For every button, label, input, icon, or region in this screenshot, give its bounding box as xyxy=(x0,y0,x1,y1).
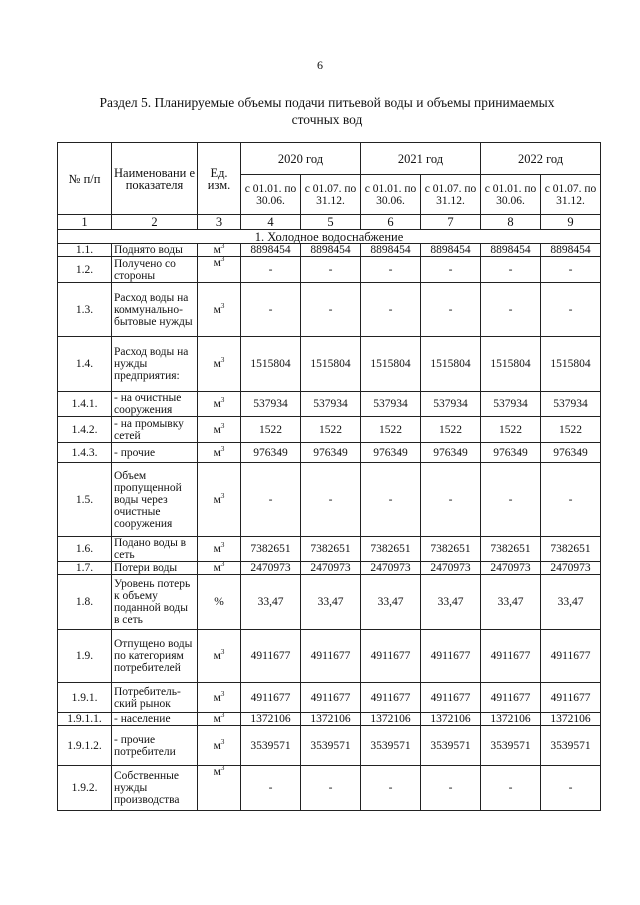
row-value: 537934 xyxy=(541,392,601,417)
row-indicator-name: Расход воды на нужды предприятия: xyxy=(112,337,198,392)
row-value: 1515804 xyxy=(421,337,481,392)
row-value: 33,47 xyxy=(481,575,541,630)
row-number: 1.3. xyxy=(58,283,112,337)
row-number: 1.5. xyxy=(58,463,112,537)
row-indicator-name: - население xyxy=(112,713,198,726)
row-value: 2470973 xyxy=(301,562,361,575)
row-indicator-name: Поднято воды xyxy=(112,244,198,257)
header-period: с 01.07. по 31.12. xyxy=(301,175,361,215)
row-value: 2470973 xyxy=(541,562,601,575)
row-number: 1.8. xyxy=(58,575,112,630)
page-number: 6 xyxy=(317,58,323,72)
col-index: 8 xyxy=(481,215,541,230)
row-value: 4911677 xyxy=(361,630,421,683)
row-value: 4911677 xyxy=(421,683,481,713)
section-title xyxy=(72,94,582,128)
row-value: 1515804 xyxy=(541,337,601,392)
row-number: 1.9.1.2. xyxy=(58,726,112,766)
row-value: 4911677 xyxy=(541,683,601,713)
row-value: - xyxy=(481,283,541,337)
header-num: № п/п xyxy=(58,143,112,215)
row-value: 33,47 xyxy=(541,575,601,630)
col-index: 3 xyxy=(198,215,241,230)
header-name: Наименовани е показателя xyxy=(112,143,198,215)
row-number: 1.9.1. xyxy=(58,683,112,713)
row-unit: $м^3$ xyxy=(198,392,241,417)
row-value: 8898454 xyxy=(481,244,541,257)
table-row xyxy=(58,726,601,766)
row-unit: $м^3$ xyxy=(198,257,241,283)
col-index: 2 xyxy=(112,215,198,230)
row-value: 7382651 xyxy=(241,537,301,562)
volumes-table xyxy=(57,142,601,811)
row-value: - xyxy=(421,283,481,337)
row-value: 1522 xyxy=(361,417,421,443)
section-title-line1: Раздел 5. Планируемые объемы подачи питьевой воды и объемы принимаемых xyxy=(99,95,555,110)
row-value: 7382651 xyxy=(301,537,361,562)
row-value: - xyxy=(361,283,421,337)
row-value: 1372106 xyxy=(361,713,421,726)
table-row xyxy=(58,257,601,283)
row-value: - xyxy=(301,257,361,283)
header-period: с 01.01. по 30.06. xyxy=(361,175,421,215)
header-year: 2022 год xyxy=(481,143,601,175)
col-index: 7 xyxy=(421,215,481,230)
row-unit: $м^3$ xyxy=(198,713,241,726)
row-value: 1515804 xyxy=(301,337,361,392)
col-index: 5 xyxy=(301,215,361,230)
row-value: 3539571 xyxy=(361,726,421,766)
table-body xyxy=(58,244,601,811)
row-value: 4911677 xyxy=(421,630,481,683)
col-index: 6 xyxy=(361,215,421,230)
row-unit: $м^3$ xyxy=(198,443,241,463)
row-value: 976349 xyxy=(361,443,421,463)
row-value: 976349 xyxy=(301,443,361,463)
row-value: 4911677 xyxy=(541,630,601,683)
row-number: 1.7. xyxy=(58,562,112,575)
row-indicator-name: Отпущено воды по категориям потребителей xyxy=(112,630,198,683)
row-number: 1.4.2. xyxy=(58,417,112,443)
row-value: 4911677 xyxy=(241,630,301,683)
row-unit: $м^3$ xyxy=(198,283,241,337)
table-row xyxy=(58,417,601,443)
row-unit: $м^3$ xyxy=(198,337,241,392)
row-indicator-name: Подано воды в сеть xyxy=(112,537,198,562)
row-value: - xyxy=(361,766,421,811)
table-row xyxy=(58,537,601,562)
row-value: 537934 xyxy=(301,392,361,417)
row-value: 976349 xyxy=(421,443,481,463)
row-value: 3539571 xyxy=(421,726,481,766)
table-row xyxy=(58,244,601,257)
row-value: 3539571 xyxy=(541,726,601,766)
row-number: 1.9. xyxy=(58,630,112,683)
table-row xyxy=(58,463,601,537)
row-indicator-name: Собственные нужды производства xyxy=(112,766,198,811)
row-value: 7382651 xyxy=(421,537,481,562)
table-row xyxy=(58,683,601,713)
row-number: 1.4.3. xyxy=(58,443,112,463)
row-value: 7382651 xyxy=(541,537,601,562)
row-value: 7382651 xyxy=(361,537,421,562)
row-number: 1.9.1.1. xyxy=(58,713,112,726)
row-number: 1.4.1. xyxy=(58,392,112,417)
row-value: - xyxy=(301,766,361,811)
row-value: 33,47 xyxy=(241,575,301,630)
row-value: 1515804 xyxy=(241,337,301,392)
row-value: - xyxy=(241,257,301,283)
header-year: 2021 год xyxy=(361,143,481,175)
row-value: - xyxy=(241,463,301,537)
row-value: - xyxy=(241,766,301,811)
header-period: с 01.01. по 30.06. xyxy=(481,175,541,215)
row-indicator-name: Получено со стороны xyxy=(112,257,198,283)
row-value: 8898454 xyxy=(421,244,481,257)
row-value: - xyxy=(301,283,361,337)
row-value: 2470973 xyxy=(421,562,481,575)
row-value: 976349 xyxy=(481,443,541,463)
col-index: 4 xyxy=(241,215,301,230)
row-unit: $м^3$ xyxy=(198,630,241,683)
col-index: 1 xyxy=(58,215,112,230)
row-value: - xyxy=(481,463,541,537)
row-value: 4911677 xyxy=(361,683,421,713)
row-number: 1.9.2. xyxy=(58,766,112,811)
table-row xyxy=(58,575,601,630)
row-value: 537934 xyxy=(421,392,481,417)
row-value: 1522 xyxy=(481,417,541,443)
header-unit: Ед. изм. xyxy=(198,143,241,215)
row-value: 537934 xyxy=(361,392,421,417)
table-row xyxy=(58,713,601,726)
row-value: 3539571 xyxy=(481,726,541,766)
section-heading: 1. Холодное водоснабжение xyxy=(58,230,601,244)
row-indicator-name: - на очистные сооружения xyxy=(112,392,198,417)
row-value: 1515804 xyxy=(481,337,541,392)
row-value: 4911677 xyxy=(301,683,361,713)
header-period: с 01.01. по 30.06. xyxy=(241,175,301,215)
row-indicator-name: Объем пропущенной воды через очистные сооружения xyxy=(112,463,198,537)
row-number: 1.4. xyxy=(58,337,112,392)
row-value: - xyxy=(421,463,481,537)
row-value: - xyxy=(241,283,301,337)
row-value: 4911677 xyxy=(241,683,301,713)
row-value: 33,47 xyxy=(421,575,481,630)
row-unit: $м^3$ xyxy=(198,244,241,257)
row-value: 33,47 xyxy=(361,575,421,630)
row-value: 1522 xyxy=(301,417,361,443)
row-value: - xyxy=(541,463,601,537)
row-value: 976349 xyxy=(241,443,301,463)
table-row xyxy=(58,337,601,392)
row-indicator-name: Расход воды на коммунально-бытовые нужды xyxy=(112,283,198,337)
row-value: 1372106 xyxy=(421,713,481,726)
section-title-line2: сточных вод xyxy=(291,112,363,127)
row-unit: $м^3$ xyxy=(198,417,241,443)
table-row xyxy=(58,392,601,417)
row-value: 4911677 xyxy=(301,630,361,683)
row-indicator-name: Уровень потерь к объему поданной воды в сеть xyxy=(112,575,198,630)
row-value: 2470973 xyxy=(241,562,301,575)
row-value: - xyxy=(541,766,601,811)
row-unit: $м^3$ xyxy=(198,766,241,811)
row-indicator-name: Потребитель-ский рынок xyxy=(112,683,198,713)
table-row xyxy=(58,766,601,811)
header-year: 2020 год xyxy=(241,143,361,175)
row-number: 1.2. xyxy=(58,257,112,283)
row-number: 1.1. xyxy=(58,244,112,257)
row-value: 537934 xyxy=(481,392,541,417)
col-index: 9 xyxy=(541,215,601,230)
row-value: 1372106 xyxy=(541,713,601,726)
row-value: - xyxy=(421,766,481,811)
row-value: 537934 xyxy=(241,392,301,417)
row-indicator-name: Потери воды xyxy=(112,562,198,575)
row-value: 7382651 xyxy=(481,537,541,562)
row-value: - xyxy=(421,257,481,283)
row-indicator-name: - прочие xyxy=(112,443,198,463)
row-unit: $м^3$ xyxy=(198,537,241,562)
row-unit: $м^3$ xyxy=(198,726,241,766)
header-period: с 01.07. по 31.12. xyxy=(541,175,601,215)
row-value: 8898454 xyxy=(301,244,361,257)
row-unit: % xyxy=(198,575,241,630)
row-value: - xyxy=(541,257,601,283)
row-value: 3539571 xyxy=(241,726,301,766)
header-period: с 01.07. по 31.12. xyxy=(421,175,481,215)
row-indicator-name: - на промывку сетей xyxy=(112,417,198,443)
row-value: - xyxy=(541,283,601,337)
row-unit: $м^3$ xyxy=(198,463,241,537)
row-value: 1522 xyxy=(241,417,301,443)
row-value: 4911677 xyxy=(481,630,541,683)
row-value: 1372106 xyxy=(481,713,541,726)
table-row xyxy=(58,283,601,337)
row-value: 976349 xyxy=(541,443,601,463)
row-indicator-name: - прочие потребители xyxy=(112,726,198,766)
row-unit: $м^3$ xyxy=(198,562,241,575)
row-value: - xyxy=(481,257,541,283)
row-value: 1522 xyxy=(541,417,601,443)
row-value: 1522 xyxy=(421,417,481,443)
table-row xyxy=(58,562,601,575)
row-unit: $м^3$ xyxy=(198,683,241,713)
row-value: 3539571 xyxy=(301,726,361,766)
row-value: 1372106 xyxy=(301,713,361,726)
row-value: 2470973 xyxy=(361,562,421,575)
row-value: 1515804 xyxy=(361,337,421,392)
row-value: - xyxy=(301,463,361,537)
row-value: - xyxy=(361,257,421,283)
row-value: - xyxy=(361,463,421,537)
row-number: 1.6. xyxy=(58,537,112,562)
row-value: 8898454 xyxy=(541,244,601,257)
table-row xyxy=(58,630,601,683)
row-value: 33,47 xyxy=(301,575,361,630)
row-value: 2470973 xyxy=(481,562,541,575)
row-value: 1372106 xyxy=(241,713,301,726)
row-value: 4911677 xyxy=(481,683,541,713)
row-value: - xyxy=(481,766,541,811)
row-value: 8898454 xyxy=(241,244,301,257)
table-row xyxy=(58,443,601,463)
row-value: 8898454 xyxy=(361,244,421,257)
